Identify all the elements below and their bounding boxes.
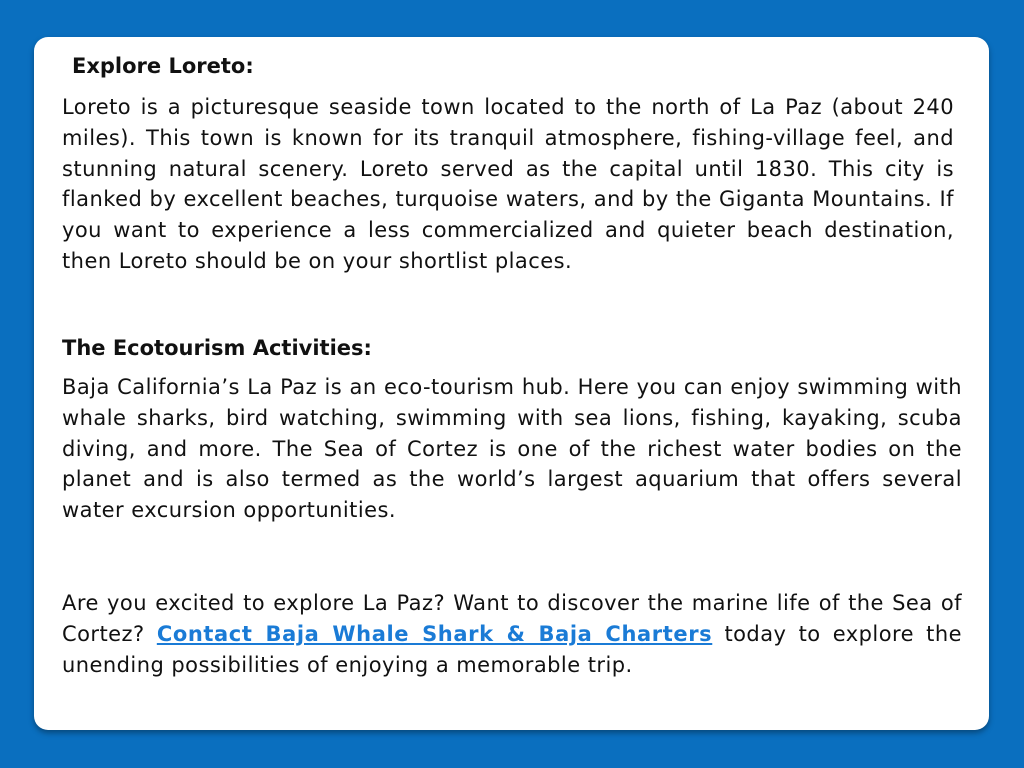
paragraph-ecotourism: Baja California’s La Paz is an eco-tourism hub. Here you can enjoy swimming with whale sharks, bird watching, swimming with sea lions, fishing, kayaking, scuba diving, and more. The Sea of Cortez is one of the richest water bodies on the planet and is also termed as the world’s largest aquarium that offers several water excursion opportunities. [62,375,962,523]
heading-explore-loreto: Explore Loreto: [72,54,254,78]
cta-text-before: Are you excited to explore La Paz? Want to discover the marine life of the Sea of Cortez? [62,591,962,646]
content-card [34,37,989,730]
cta-text-after: today to explore the unending possibilities of enjoying a memorable trip. [62,621,962,677]
paragraph-loreto: Loreto is a picturesque seaside town located to the north of La Paz (about 240 miles). This town is known for its tranquil atmosphere, fishing-village feel, and stunning natural scenery. Loreto served as the capital until 1830. This city is flanked by excellent beaches, turquoise waters, and by the Giganta Mountains. If you want to experience a less commercialized and quieter beach destination, then Loreto should be on your shortlist places. [62,95,954,273]
contact-link[interactable]: Contact Baja Whale Shark & Baja Charters [156,621,713,646]
heading-ecotourism: The Ecotourism Activities: [62,336,372,360]
paragraph-call-to-action [62,588,962,680]
